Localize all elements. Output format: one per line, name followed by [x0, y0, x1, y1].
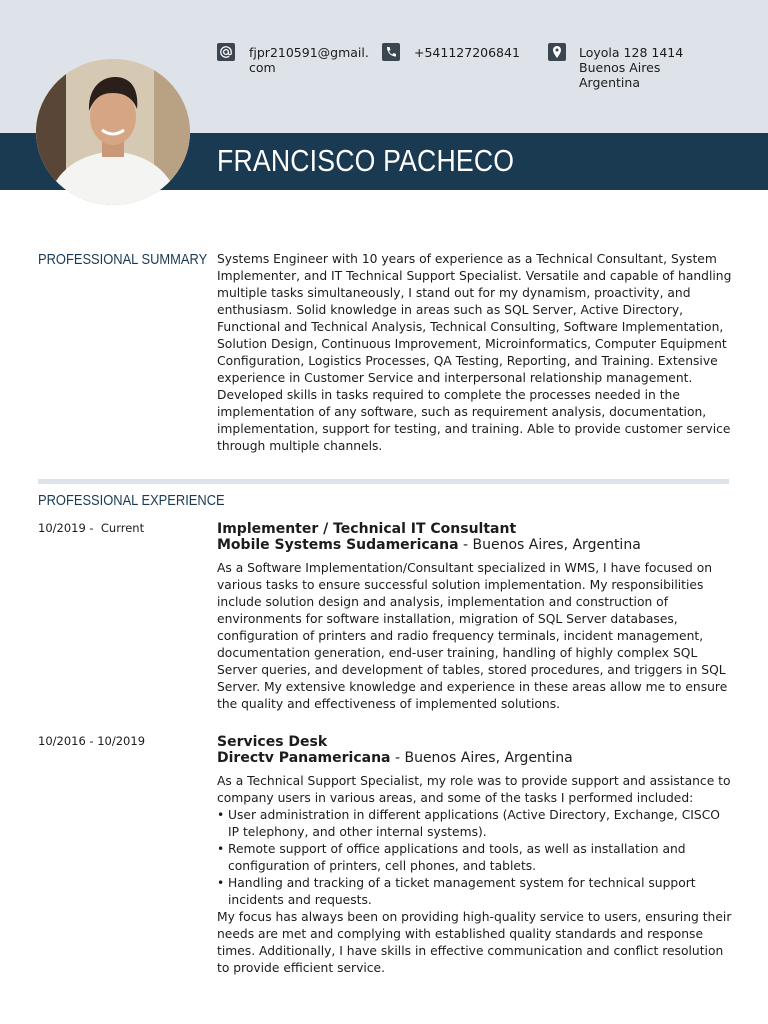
job-2-intro: As a Technical Support Specialist, my role was to provide support and assistance to company users in various areas, and some of the tasks I performed included:	[217, 774, 731, 805]
candidate-name: FRANCISCO PACHECO	[217, 143, 515, 178]
job-1-title: Implementer / Technical IT Consultant	[217, 521, 517, 537]
job-2-company: Directv Panamericana	[217, 750, 391, 766]
job-2-title: Services Desk	[217, 734, 328, 750]
job-2-description	[217, 773, 732, 977]
job-1-company: Mobile Systems Sudamericana	[217, 537, 459, 553]
list-item: • User administration in different applications (Active Directory, Exchange, CISCO IP telephony, and other internal systems).	[217, 807, 732, 841]
job-1	[217, 521, 732, 713]
profile-photo	[36, 59, 190, 205]
postal-address: Loyola 128 1414 Buenos Aires Argentina	[579, 45, 684, 90]
job-2-company-line	[217, 750, 732, 767]
job-2-dates: 10/2016 - 10/2019	[38, 734, 146, 748]
phone-icon	[382, 43, 400, 61]
list-item: • Handling and tracking of a ticket management system for technical support incidents and requests.	[217, 875, 732, 909]
job-1-location: - Buenos Aires, Argentina	[458, 537, 641, 553]
location-pin-icon	[548, 43, 566, 61]
section-title-summary: PROFESSIONAL SUMMARY	[38, 251, 208, 268]
summary-text: Systems Engineer with 10 years of experience as a Technical Consultant, System Implementer, and IT Technical Support Specialist. Versatile and capable of handling multiple tasks simultaneously, I stand out for my dynamism, proactivity, and enthusiasm. Solid knowledge in areas such as SQL Server, Active Directory, Functional and Technical Analysis, Technical Consulting, Software Implementation, Solution Design, Continuous Improvement, Microinformatics, Computer Equipment Configuration, Logistics Processes, QA Testing, Reporting, and Training. Extensive experience in Customer Service and interpersonal relationship management. Developed skills in tasks required to complete the processes needed in the implementation of any software, such as requirement analysis, documentation, implementation, support for testing, and training. Able to provide customer service through multiple channels.	[217, 252, 732, 453]
job-2-location: - Buenos Aires, Argentina	[390, 750, 573, 766]
job-2-outro: My focus has always been on providing high-quality service to users, ensuring their needs are met and complying with established quality standards and response times. Additionally, I have skills in effective communication and conflict resolution to provide efficient service.	[217, 910, 732, 975]
section-title-experience: PROFESSIONAL EXPERIENCE	[38, 492, 225, 509]
phone-number[interactable]: +541127206841	[414, 45, 520, 60]
section-divider	[38, 479, 729, 484]
job-1-company-line	[217, 537, 732, 554]
email-address[interactable]: fjpr210591@gmail. com	[249, 45, 369, 75]
at-icon	[217, 43, 235, 61]
job-1-dates: 10/2019 - Current	[38, 521, 145, 535]
job-2	[217, 734, 732, 977]
list-item: • Remote support of office applications and tools, as well as installation and configuration of printers, cell phones, and tablets.	[217, 841, 732, 875]
job-2-bullet-list	[217, 807, 732, 909]
job-1-description: As a Software Implementation/Consultant specialized in WMS, I have focused on various tasks to ensure successful solution implementation. My responsibilities include solution design and analysis, implementation and construction of environments for software installation, migration of SQL Server databases, configuration of printers and radio frequency terminals, incident management, documentation generation, end-user training, handling of highly complex SQL Server queries, and development of tables, stored procedures, and triggers in SQL Server. My extensive knowledge and experience in these areas allow me to ensure the quality and effectiveness of implemented solutions.	[217, 561, 728, 711]
